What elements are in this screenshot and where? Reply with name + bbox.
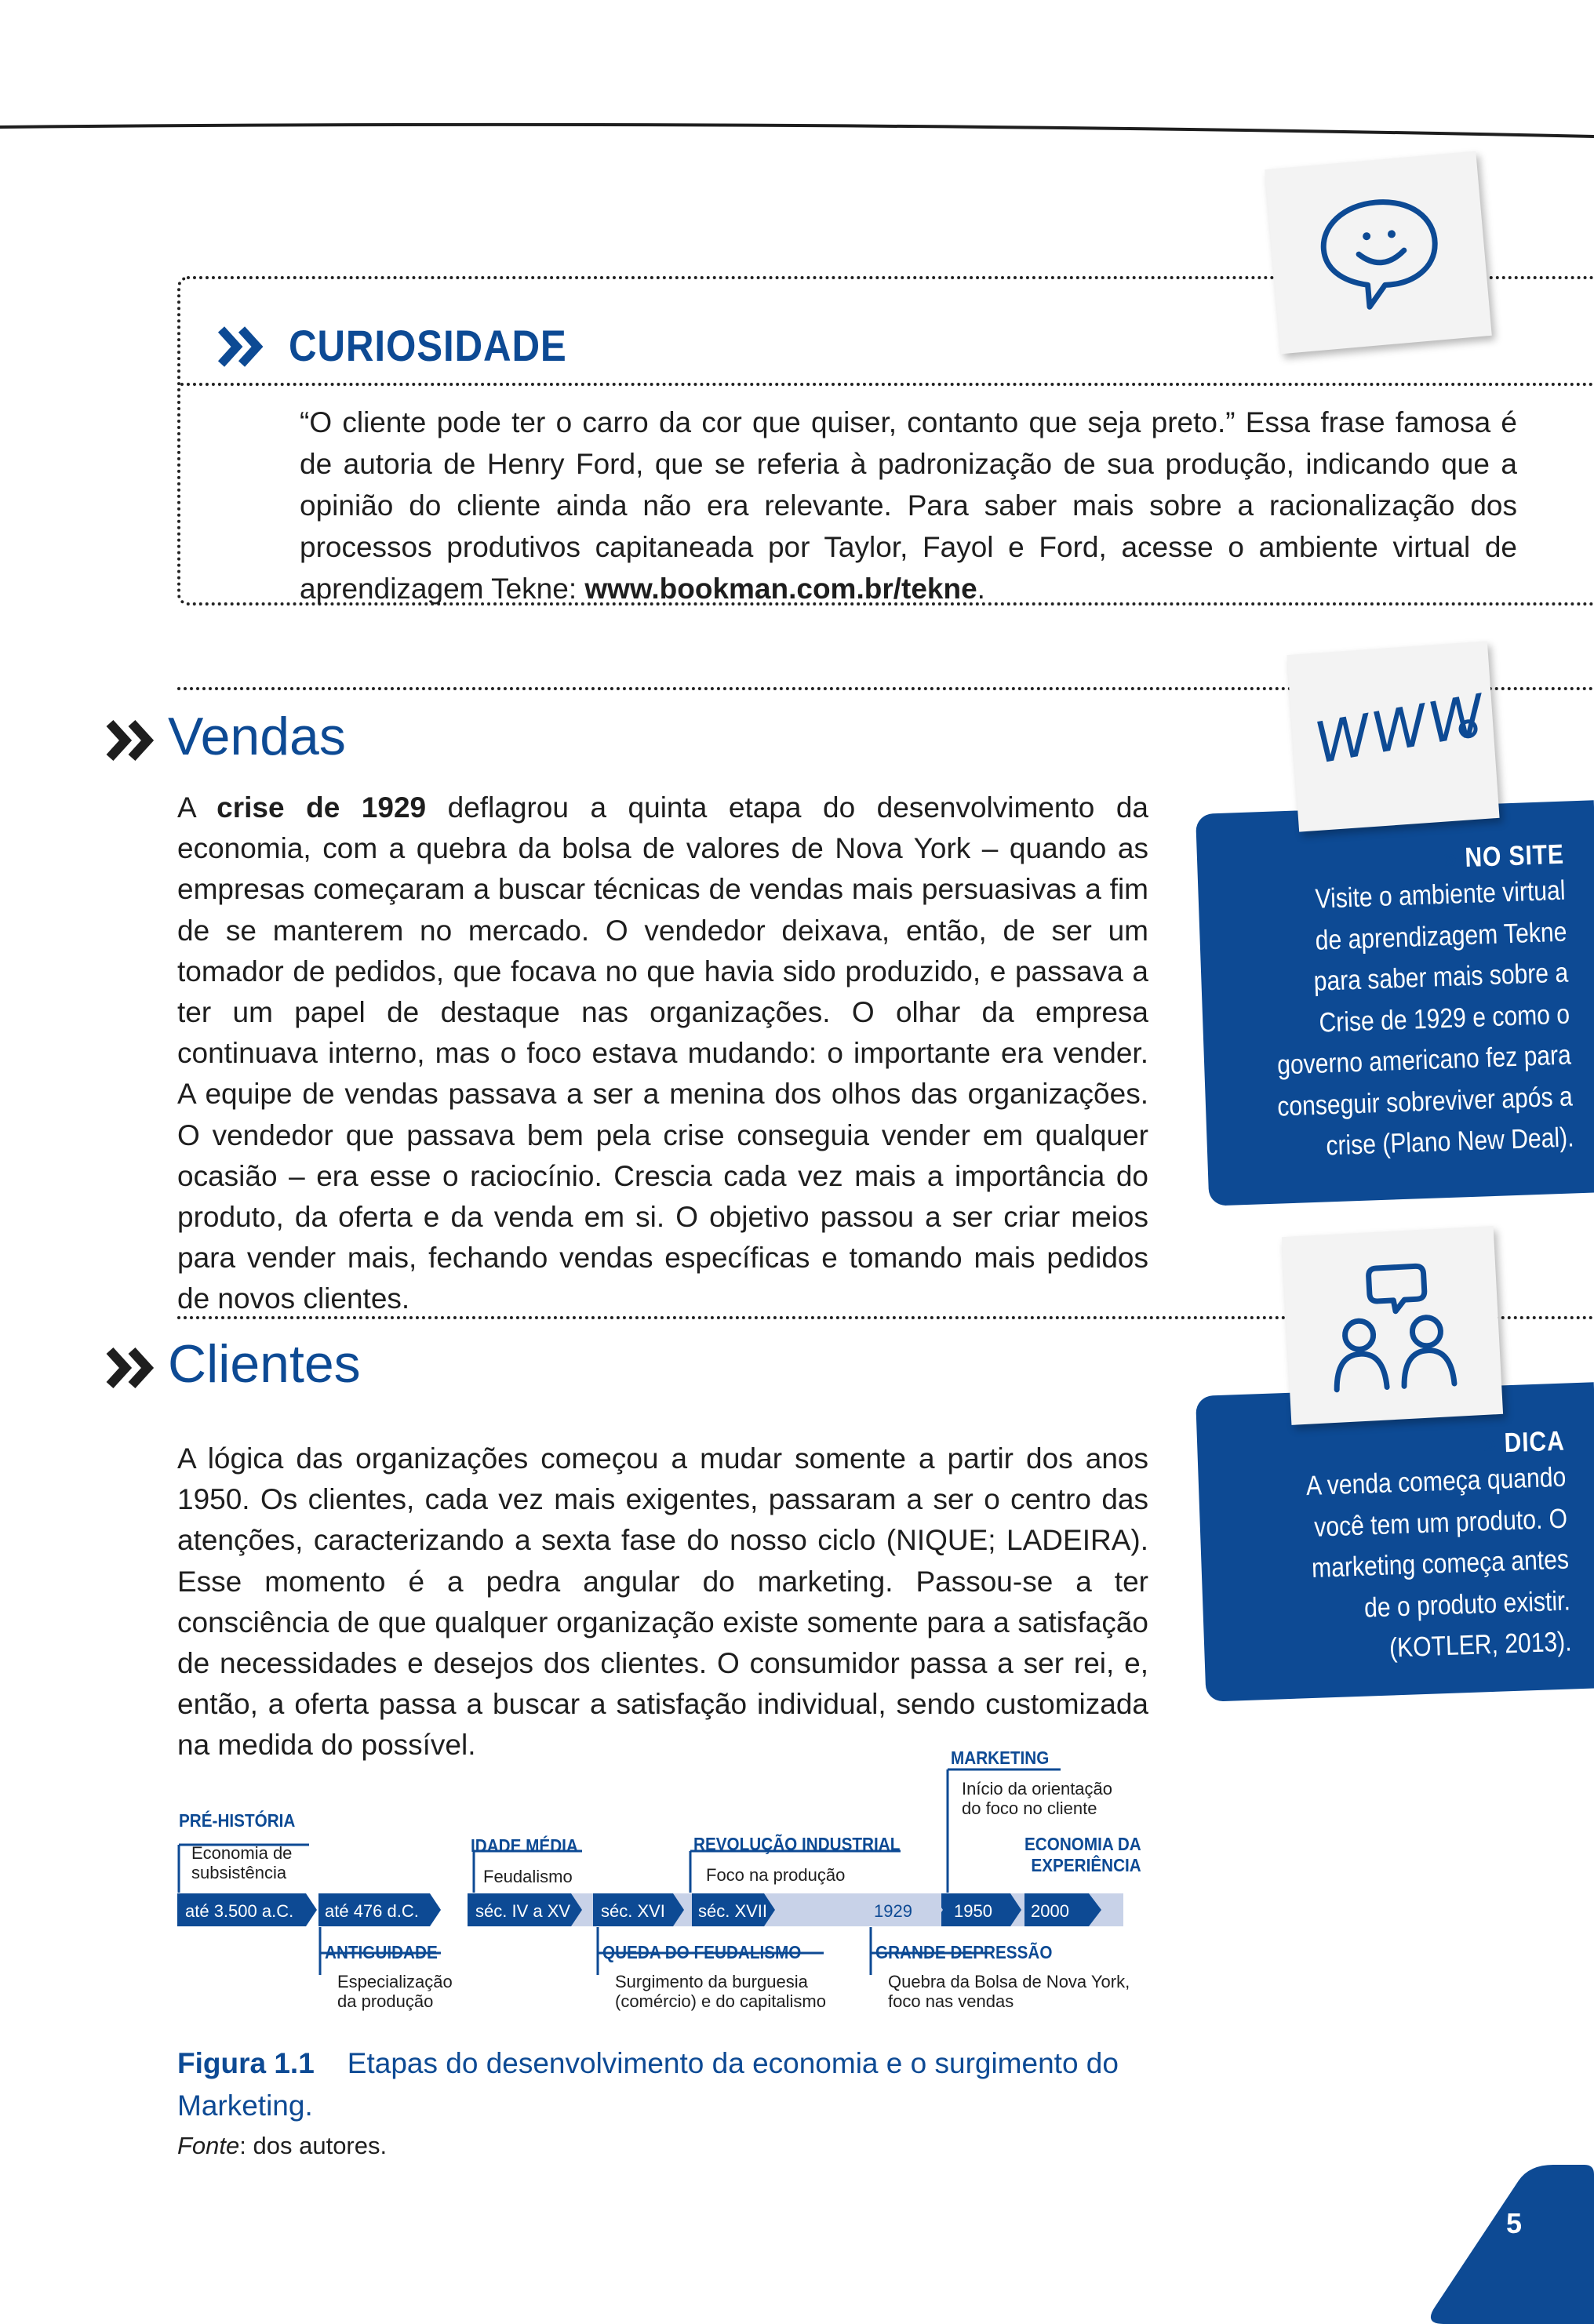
desc-line: da produção (337, 1991, 434, 2011)
curiosidade-title: CURIOSIDADE (289, 321, 567, 370)
curiosidade-text (300, 402, 1517, 609)
label-revolucao: REVOLUÇÃO INDUSTRIAL (693, 1834, 901, 1854)
no-site-content (1221, 839, 1575, 1171)
www-sticky-note (1286, 641, 1499, 831)
vendas-paragraph (177, 787, 1148, 1320)
desc-marketing (962, 1779, 1112, 1818)
desc-queda (615, 1972, 826, 2011)
no-site-line: crise (Plano New Deal). (1326, 1122, 1575, 1162)
double-chevron-icon (105, 718, 160, 762)
fonte-label: Fonte (177, 2132, 240, 2159)
people-chat-icon (1314, 1248, 1471, 1405)
desc-line: foco nas vendas (888, 1991, 1014, 2011)
double-chevron-icon (218, 325, 268, 369)
no-site-line: de aprendizagem Tekne (1315, 916, 1568, 956)
vendas-intro: A (177, 791, 217, 824)
timeline-date: até 476 d.C. (325, 1901, 419, 1921)
vendas-text: deflagrou a quinta etapa do desenvolvimento da economia, com a quebra da bolsa de valores de Nova York – quando as empresas começaram a buscar técnicas de vendas mais persuasivas a fim de se manterem no mercado. O vendedor deixava, então, de ser um tomador de pedidos, que focava no que havia sido produzido, e passava a ter um papel de destaque nas organizações. O olhar da empresa continuava interno, mas o foco estava mudando: o importante era vender. A equipe de vendas passava a ser a menina dos olhos das organizações. O vendedor que passava bem pela crise conseguia vender em qualquer ocasião – era esse o raciocínio. Crescia cada vez mais a importância do produto, da oferta e da venda em si. O objetivo passou a ser criar meios para vender mais, fechando vendas específicas e tomando mais pedidos de novos clientes. (177, 791, 1149, 1315)
curiosidade-divider (180, 383, 1594, 386)
desc-line: subsistência (191, 1863, 287, 1882)
timeline-date: 1950 (954, 1901, 992, 1921)
dica-title-text: DICA (1503, 1425, 1565, 1459)
no-site-title: » NO SITE (1443, 838, 1565, 874)
no-site-title-text: NO SITE (1465, 838, 1565, 874)
smiley-sticky-note (1265, 151, 1492, 355)
label-line: EXPERIÊNCIA (1031, 1855, 1141, 1875)
label-depressao: GRANDE DEPRESSÃO (875, 1942, 1053, 1962)
label-antiguidade: ANTIGUIDADE (325, 1942, 438, 1962)
tekne-link[interactable]: www.bookman.com.br/tekne (584, 573, 977, 605)
no-site-line: governo americano fez para (1276, 1039, 1572, 1081)
dica-line: (KOTLER, 2013). (1388, 1626, 1572, 1664)
clientes-paragraph: A lógica das organizações começou a mudar somente a partir dos anos 1950. Os clientes, cada vez mais exigentes, passaram a ser o centro das atenções, caracterizando a sexta fase do nosso ciclo (NIQUE; LADEIRA). Esse momento é a pedra angular do marketing. Passou-se a ter consciência de que qualquer organização existe somente para a satisfação de necessidades e desejos dos clientes. O consumidor passa a ser rei, e, então, a oferta passa a buscar a satisfação individual, sendo customizada na medida do possível. (177, 1442, 1148, 1762)
desc-revolucao: Foco na produção (706, 1865, 846, 1885)
desc-line: do foco no cliente (962, 1798, 1097, 1818)
no-site-line: conseguir sobreviver após a (1276, 1080, 1574, 1122)
www-icon: WWW (1309, 681, 1491, 776)
dica-box (1196, 1382, 1594, 1701)
timeline-date: até 3.500 a.C. (185, 1901, 294, 1921)
page-number: 5 (1506, 2207, 1523, 2239)
no-site-line: Crise de 1929 e como o (1319, 998, 1570, 1038)
clientes-heading (105, 1333, 361, 1395)
double-chevron-icon (105, 1346, 160, 1390)
label-line: ECONOMIA DA (1024, 1834, 1141, 1854)
no-site-box (1196, 800, 1594, 1206)
desc-depressao (888, 1972, 1130, 2011)
timeline-date: 1929 (874, 1901, 912, 1921)
desc-antiguidade (337, 1972, 453, 2011)
no-site-line: Visite o ambiente virtual (1315, 875, 1567, 915)
desc-line: Surgimento da burguesia (615, 1972, 808, 1991)
page-number-tab (1392, 2159, 1594, 2324)
curiosidade-body: “O cliente pode ter o carro da cor que quiser, contanto que seja preto.” Essa frase famosa é de autoria de Henry Ford, que se referia à padronização de sua produção, indicando que a opinião do cliente ainda não era relevante. Para saber mais sobre a racionalização dos processos produtivos capitaneada por Taylor, Fayol e Ford, acesse o ambiente virtual de aprendizagem Tekne: (300, 406, 1517, 605)
header-rule (0, 116, 1594, 140)
figure-caption (177, 2042, 1150, 2127)
desc-pre-historia (191, 1843, 292, 1882)
desc-line: Especialização (337, 1972, 453, 1991)
desc-line: Início da orientação (962, 1779, 1113, 1798)
dica-line: de o produto existir. (1363, 1585, 1571, 1624)
label-idade-media: IDADE MÉDIA (471, 1835, 578, 1856)
dica-line: marketing começa antes (1311, 1544, 1570, 1584)
figure-caption-text: Etapas do desenvolvimento da economia e o surgimento do Marketing. (177, 2047, 1119, 2122)
figure-source (177, 2132, 387, 2160)
smiley-chat-icon (1308, 186, 1451, 315)
timeline-date: séc. XVII (698, 1901, 768, 1921)
timeline-date: séc. IV a XV (475, 1901, 571, 1921)
vendas-heading (105, 706, 346, 767)
vendas-title: Vendas (168, 707, 346, 766)
people-sticky-note (1282, 1226, 1503, 1425)
no-site-line: para saber mais sobre a (1313, 957, 1570, 997)
fonte-text: : dos autores. (239, 2132, 388, 2159)
curiosidade-end: . (977, 573, 985, 605)
timeline-date: séc. XVI (601, 1901, 665, 1921)
dica-content (1262, 1426, 1573, 1674)
vendas-bold: crise de 1929 (217, 791, 427, 824)
dica-line: A venda começa quando (1305, 1461, 1567, 1502)
label-queda: QUEDA DO FEUDALISMO (602, 1942, 802, 1962)
desc-line: (comércio) e do capitalismo (615, 1991, 826, 2011)
dica-title: » DICA (1482, 1425, 1565, 1460)
label-experiencia (1024, 1834, 1141, 1876)
label-pre-historia: PRÉ-HISTÓRIA (179, 1810, 296, 1831)
desc-line: Economia de (191, 1843, 293, 1863)
figure-label: Figura 1.1 (177, 2047, 315, 2079)
clientes-title: Clientes (168, 1334, 361, 1394)
dica-line: você tem um produto. O (1313, 1503, 1568, 1543)
label-marketing: MARKETING (951, 1748, 1050, 1768)
desc-idade-media: Feudalismo (483, 1867, 573, 1886)
timeline-date: 2000 (1031, 1901, 1069, 1921)
desc-line: Quebra da Bolsa de Nova York, (888, 1972, 1130, 1991)
